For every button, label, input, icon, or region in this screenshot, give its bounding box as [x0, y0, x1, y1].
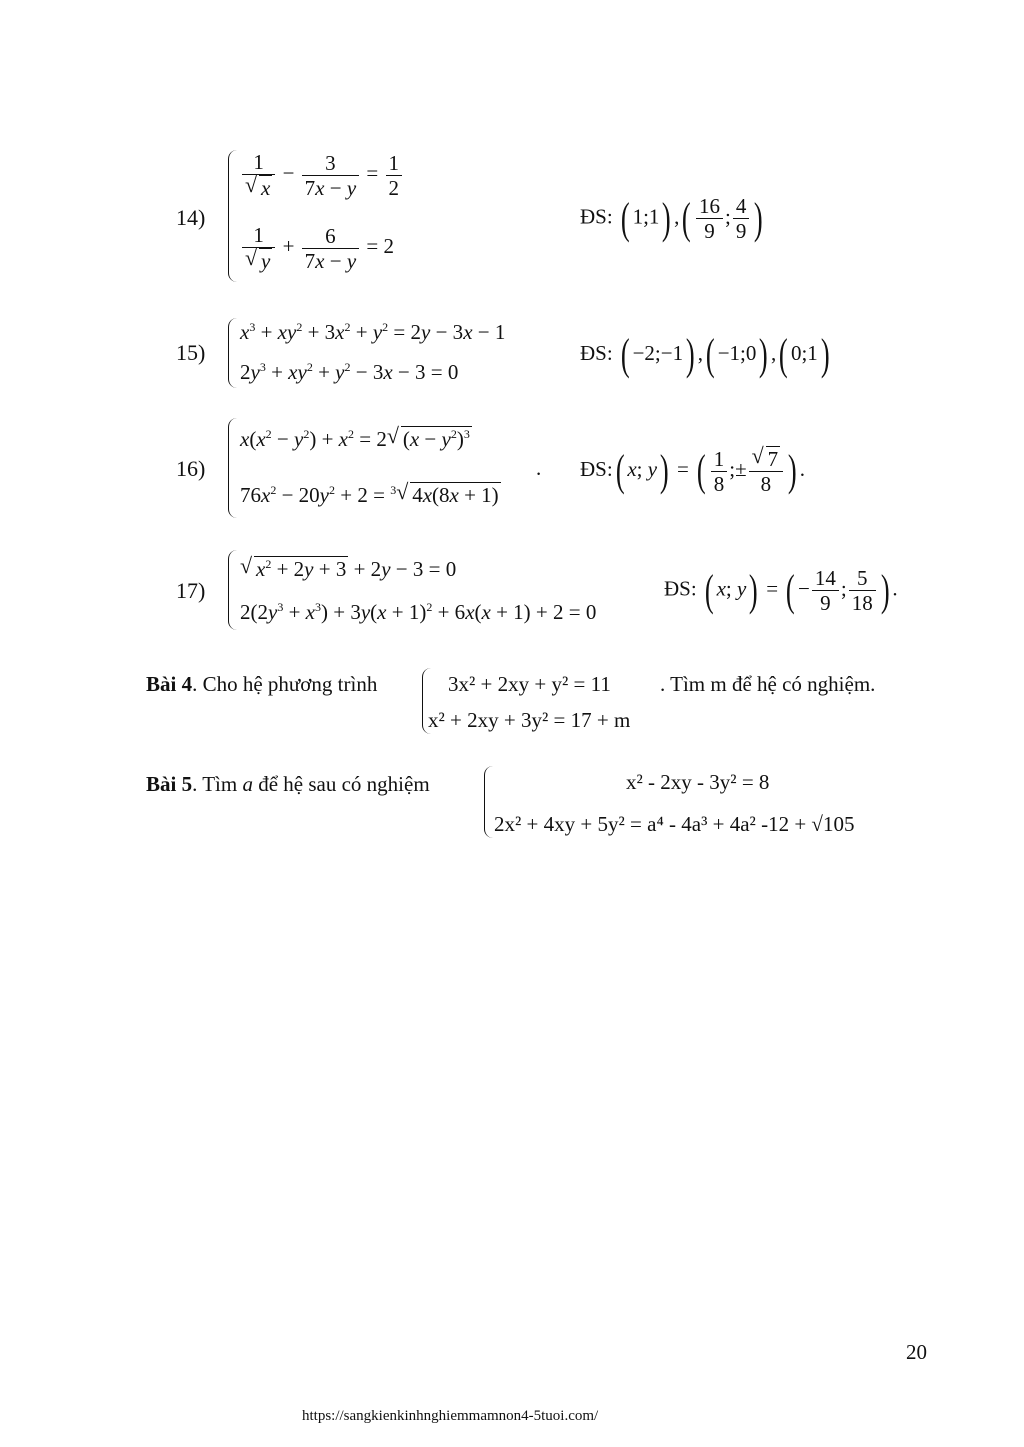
- problem-14-label: 14): [176, 205, 206, 230]
- problem-14-eq1: 1 √ x − $\frac{3}{7x - y}$ = $\frac{1}{2}$: [240, 150, 404, 200]
- page-number: 20: [906, 1340, 927, 1364]
- answer-prefix: ĐS:: [580, 340, 613, 365]
- answer-prefix: ĐS:: [664, 576, 697, 601]
- problem-16-eq2: $76x^2 - 20y^2 + 2 = ^3√$ 4x(8x + 1): [240, 482, 501, 508]
- system-brace-15: [228, 318, 237, 388]
- bai4-tail: . Tìm m để hệ có nghiệm.: [660, 672, 876, 696]
- bai5-title: Bài 5: [146, 772, 193, 796]
- answer-prefix: ĐS:: [580, 204, 613, 229]
- problem-15-eq1: $x^3 + xy^2 + 3x^2 + y^2 = 2y - 3x - 1$: [240, 320, 506, 344]
- problem-14-answer: ĐS: ( 1;1) ,( $\frac{16}{9}$ ; $\frac{4}{9}$ ): [580, 193, 764, 244]
- bai4-intro-text: . Cho hệ phương trình: [192, 672, 378, 696]
- bai5-intro: [146, 772, 430, 797]
- bai4-title: Bài 4: [146, 672, 193, 696]
- system-brace-16: [228, 418, 237, 518]
- problem-15-label: 15): [176, 340, 206, 365]
- answer-prefix: ĐS:: [580, 456, 613, 481]
- problem-14-eq2: 1 √ y + $\frac{6}{7x - y}$ = 2: [240, 223, 394, 273]
- bai5-intro-text: . Tìm: [192, 772, 238, 796]
- problem-17-answer: ĐS: ( x; y) = ( − $\frac{14}{9}$ ; $\frac{5}{18}$ ) .: [664, 565, 898, 616]
- bai4-intro: [146, 672, 377, 697]
- system-brace-bai5: [484, 766, 493, 838]
- problem-15-eq2: $2y^3 + xy^2 + y^2 - 3x - 3 = 0$: [240, 360, 459, 384]
- bai4-eq1: 3x² + 2xy + y² = 11: [448, 672, 611, 696]
- problem-16-answer: ĐS:( x; y) = ( $\frac{1}{8}$ ;± √ $\frac{7}{8}$ ) .: [580, 446, 805, 496]
- system-brace-17: [228, 550, 237, 630]
- problem-16-label: 16): [176, 456, 206, 481]
- problem-17-eq1: √ $x^2 + 2y + 3 + 2y - 3 = 0$: [240, 556, 456, 582]
- bai5-eq2: 2x² + 4xy + 5y² = a⁴ - 4a³ + 4a² -12 + √105: [494, 812, 855, 836]
- problem-15-answer: ĐS: ( −2;−1) ,( −1;0) ,( 0;1): [580, 330, 830, 379]
- problem-16-eq1: $x(x^2 - y^2) + x^2 = 2√$ $(x - y^2)^3$: [240, 426, 472, 452]
- footer-url[interactable]: https://sangkienkinhnghiemmamnon4-5tuoi.com/: [302, 1408, 599, 1424]
- bai5-var: a: [242, 772, 253, 796]
- period: .: [536, 456, 542, 480]
- problem-17-eq2: $2(2y^3 + x^3) + 3y(x + 1)^2 + 6x(x + 1) + 2 = 0$: [240, 600, 597, 624]
- system-brace-14: [228, 150, 237, 282]
- bai4-eq2: x² + 2xy + 3y² = 17 + m: [428, 708, 631, 732]
- bai5-eq1: x² - 2xy - 3y² = 8: [626, 770, 770, 794]
- bai5-intro-text2: để hệ sau có nghiệm: [258, 772, 430, 796]
- problem-17-label: 17): [176, 578, 206, 603]
